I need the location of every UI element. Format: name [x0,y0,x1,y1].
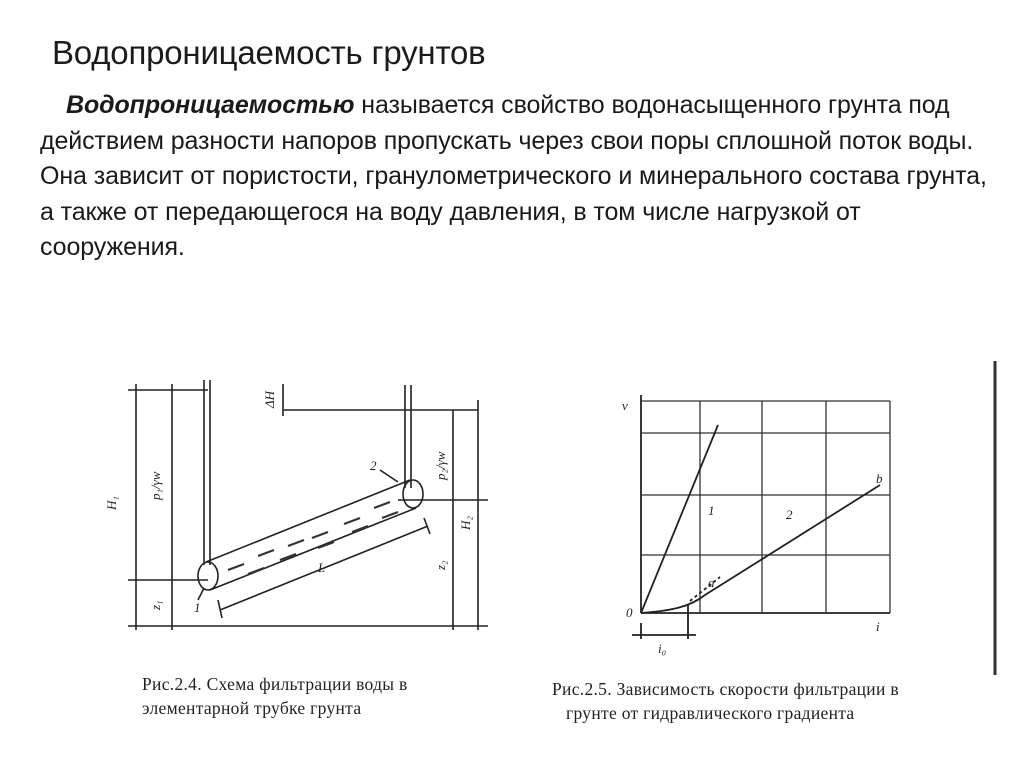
tube-bottom-edge [210,508,416,590]
label-n2: 2 [370,458,377,473]
label-a: a [708,575,715,590]
caption-left-line2: элементарной трубке грунта [142,698,362,718]
label-p2: p₂/γw [433,451,448,480]
tube-right-end [403,480,423,508]
figure-filtration-scheme [98,360,524,755]
leader-2 [380,470,398,482]
curve-2 [641,485,880,613]
label-h1: H₁ [104,496,119,510]
label-length: L [318,560,326,575]
caption-right-line1: Рис.2.5. Зависимость скорости фильтрации в [552,679,899,699]
slide-title: Водопроницаемость грунтов [52,34,486,71]
label-b: b [876,471,883,486]
label-p1: p₁/γw [148,471,163,500]
caption-velocity-gradient [552,677,1002,725]
label-i0: i₀ [658,641,667,656]
label-v: v [622,398,628,413]
tube-top-edge [206,480,410,562]
label-n1: 1 [194,600,201,615]
curve-1 [641,425,718,613]
leader-1 [198,588,204,600]
label-origin: 0 [626,605,633,620]
flow-hatches [228,502,398,574]
label-z1: z₁ [148,600,163,610]
label-dh: ΔH [262,390,277,408]
figure-velocity-gradient [540,355,1010,755]
caption-left-line1: Рис.2.4. Схема фильтрации воды в [142,674,408,694]
caption-right-line2: грунте от гидравлического градиента [566,703,855,723]
definition-text: называется свойство водонасыщенного грунта под действием разности напоров пропускать через свои поры сплошной поток воды. Она зависит от пористости, гранулометрического и минерального состава грунта, а также от передающегося на воду давления, в том числе нагрузкой от сооружения. [40,91,987,261]
label-curve-2: 2 [786,507,793,522]
graph-grid [641,401,890,613]
label-i: i [876,619,880,634]
label-h2: H₂ [458,516,473,530]
velocity-gradient-graph [540,355,1010,675]
filtration-scheme-drawing [98,360,524,660]
defined-term: Водопроницаемостью [66,91,355,119]
label-z2: z₂ [433,560,448,570]
tube-left-end [198,562,218,590]
definition-paragraph [40,88,990,266]
label-curve-1: 1 [708,503,715,518]
caption-filtration-scheme [142,672,522,720]
length-tick-right [424,518,430,534]
